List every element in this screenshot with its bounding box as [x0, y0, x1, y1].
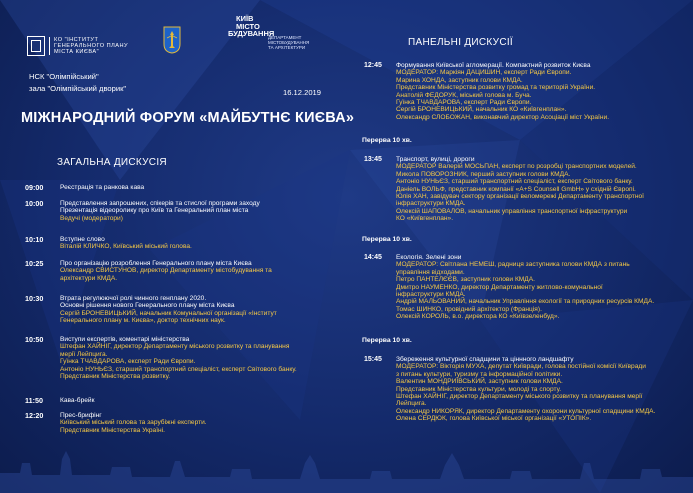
agenda-topic: Формування Київської агломерації. Компактний розвиток Києва	[396, 62, 591, 69]
agenda-speaker: Олександр СЛОБОЖАН, виконавчий директор Асоціації міст України.	[396, 113, 610, 121]
agenda-speaker: МОДЕРАТОР: Маркіян ДАЦИШИН, експерт Ради Європи.	[396, 69, 572, 77]
agenda-topic: Про організацію розроблення Генерального плану міста Києва	[60, 260, 252, 267]
agenda-speaker: Анатолій ФЕДОРУК, міський голова м. Буча.	[396, 91, 532, 99]
break-label: Перерва 10 хв.	[362, 137, 412, 144]
agenda-speaker: Представник Міністерства Україні.	[60, 426, 165, 434]
break-label: Перерва 10 хв.	[362, 236, 412, 243]
institute-line-1: КО "ІНСТИТУТ	[54, 37, 99, 43]
forum-title: МІЖНАРОДНИЙ ФОРУМ «МАЙБУТНЄ КИЄВА»	[21, 110, 355, 126]
agenda-speaker: Томас ШИНКО, провідний архітектор (Франція).	[396, 305, 542, 313]
agenda-speaker: Дмитро НАУМЕНКО, директор Департаменту житлово-комунальної	[396, 283, 603, 291]
general-item	[25, 336, 345, 380]
agenda-speaker: Юлія ХАН, завідувач сектору організації веломережі Департаменту транспортної	[396, 193, 644, 201]
agenda-time: 12:45	[364, 62, 382, 69]
agenda-time: 11:50	[25, 396, 43, 405]
break-label: Перерва 10 хв.	[362, 337, 412, 344]
agenda-time: 09:00	[25, 183, 44, 192]
agenda-speaker: МОДЕРАТОР: Вікторія МУХА, депутат Київради, голова постійної комісії Київради	[396, 363, 646, 371]
agenda-speaker: Штефан ХАЙНІГ, директор Департаменту міського розвитку та планування	[60, 343, 290, 351]
agenda-speaker: Андрій МАЛЬОВАНИЙ, начальник Управління екології та природних ресурсів КМДА.	[396, 298, 655, 306]
agenda-time: 12:20	[25, 411, 44, 420]
department-logo-text	[268, 35, 309, 50]
city-skyline-silhouette	[0, 433, 693, 493]
agenda-speaker: Олександр СВИСТУНОВ, директор Департаменту містобудування та	[60, 267, 272, 275]
department-line-1: ДЕПАРТАМЕНТ	[268, 34, 302, 40]
agenda-speaker: Віталій КЛИЧКО, Київський міський голова.	[60, 243, 192, 251]
agenda-topic: Виступи експертів, коментарі міністерства	[60, 336, 190, 343]
agenda-speaker: Марина ХОНДА, заступник голови КМДА.	[396, 76, 523, 84]
agenda-speaker: Микола ПОВОРОЗНИК, перший заступник голови КМДА.	[396, 170, 571, 178]
kyiv-coat-of-arms-icon	[163, 26, 181, 54]
agenda-topic: Транспорт, вулиці, дороги	[396, 156, 475, 163]
venue-line-1: НСК "Олімпійський"	[29, 72, 99, 81]
general-item	[25, 397, 345, 404]
panel-item	[364, 156, 684, 223]
agenda-topic: Реєстрація та ранкова кава	[60, 184, 145, 191]
agenda-time: 10:25	[25, 259, 44, 268]
logo-word-misto: МІСТО	[236, 21, 260, 31]
agenda-speaker: з питань культури, туризму та інформаційної політики.	[396, 370, 563, 378]
agenda-topic: Втрата регулюючої ролі чинного генплану 2020.	[60, 295, 207, 302]
agenda-topic: Основні рішення нового Генерального плану міста Києва	[60, 302, 235, 310]
agenda-speaker: Валентин МОНДРИЇВСЬКИЙ, заступник голови КМДА.	[396, 378, 563, 386]
agenda-speaker: Представник Міністерства розвитку громад та територій України.	[396, 84, 596, 92]
department-line-2: МІСТОБУДУВАННЯ	[268, 39, 310, 45]
agenda-speaker: Сергій БРОНЕВИЦЬКИЙ, начальник Комунальної організації «Інститут	[60, 309, 277, 317]
agenda-speaker: Олександр НИКОРЯК, директор Департаменту охорони культурної спадщини КМДА.	[396, 407, 656, 415]
agenda-speaker: МОДЕРАТОР: Світлана НЕМЕШ, радниця заступника голови КМДА з питань	[396, 261, 630, 269]
logo-word-kyiv: КИЇВ	[236, 14, 254, 23]
agenda-speaker: Сергій БРОНЕВИЦЬКИЙ, начальник КО «Київгенплан».	[396, 106, 567, 114]
agenda-speaker: мерії Лейпцига.	[60, 350, 108, 358]
agenda-time: 10:00	[25, 199, 44, 208]
agenda-speaker: Олексій КОРОЛЬ, в.о. директора КО «Київзеленбуд».	[396, 313, 560, 321]
panel-item	[364, 254, 684, 321]
general-item	[25, 184, 345, 191]
event-date: 16.12.2019	[283, 88, 322, 97]
agenda-topic: Представлення запрошених, спікерів та стислої програми заходу	[60, 200, 260, 207]
agenda-speaker: Антоніо НУНЬЄЗ, старший транспортний спеціаліст, експерт Світового банку.	[60, 365, 297, 373]
agenda-time: 10:50	[25, 335, 44, 344]
agenda-time: 10:10	[25, 235, 44, 244]
venue-info	[29, 71, 126, 95]
agenda-topic: Вступне слово	[60, 236, 105, 243]
department-line-3: ТА АРХІТЕКТУРИ	[268, 44, 306, 50]
general-item	[25, 236, 345, 251]
general-discussion-title: ЗАГАЛЬНА ДИСКУСІЯ	[57, 157, 167, 168]
institute-logo-text	[49, 37, 128, 55]
agenda-speaker: Київський міський голова та зарубіжні експерти.	[60, 419, 207, 427]
agenda-topic: Кава-брейк	[60, 397, 95, 404]
general-item	[25, 260, 345, 282]
institute-line-2: ГЕНЕРАЛЬНОГО ПЛАНУ	[54, 43, 129, 49]
agenda-topic: Прес-брифінг	[60, 412, 102, 419]
agenda-time: 10:30	[25, 294, 44, 303]
agenda-topic: Збереження культурної спадщини та ціннного ландшафту	[396, 356, 574, 363]
institute-logo	[27, 36, 128, 56]
agenda-speaker: Петро ПАНТЕЛЄЄВ, заступник голови КМДА.	[396, 276, 535, 284]
institute-line-3: МІСТА КИЄВА"	[54, 49, 100, 55]
agenda-speaker: Штефан ХАЙНІГ, директор Департаменту міського розвитку та планування мерії	[396, 393, 643, 401]
agenda-topic: Презентація відеоролику про Київ та Генеральний план міста	[60, 207, 249, 215]
agenda-speaker: Олексій ШАПОВАЛОВ, начальник управління транспортної інфраструктури	[396, 207, 628, 215]
agenda-speaker: інфраструктури КМДА.	[396, 200, 466, 208]
agenda-speaker: архітектури КМДА.	[60, 274, 118, 282]
agenda-speaker: Антоніо НУНЬЄЗ, старший транспортний спеціаліст, експерт Світового банку.	[396, 178, 633, 186]
agenda-speaker: КО «Київгенплан».	[396, 215, 454, 223]
agenda-speaker: Ведучі (модератори)	[60, 214, 123, 222]
venue-line-2: зала "Олімпійський дворик"	[29, 84, 127, 93]
general-item	[25, 412, 345, 434]
agenda-speaker: Гуїнка ТЧАВДАРОВА, експерт Ради Європи.	[396, 99, 532, 107]
agenda-time: 14:45	[364, 254, 382, 261]
agenda-time: 15:45	[364, 356, 382, 363]
agenda-speaker: Даніель ВОЛЬФ, представник компанії «A+S Counsell GmbH» у східній Європі.	[396, 185, 636, 193]
agenda-speaker: управління відходами.	[396, 268, 465, 276]
agenda-speaker: Представник Міністерства культури, молоді та спорту.	[396, 385, 562, 393]
general-item	[25, 200, 345, 222]
agenda-speaker: Генерального плану м. Києва», доктор технічних наук.	[60, 317, 226, 325]
agenda-speaker: Олена СЕРДЮК, голова Київської міської організації «УТОПІК».	[396, 415, 592, 423]
agenda-speaker: інфраструктури КМДА.	[396, 291, 466, 299]
kyiv-city-building-logo	[224, 15, 309, 50]
agenda-speaker: Гуїнка ТЧАВДАРОВА, експерт Ради Європи.	[60, 358, 196, 366]
agenda-speaker: Представник Міністерства розвитку.	[60, 373, 171, 381]
agenda-speaker: Лейпцига.	[396, 400, 427, 408]
logo-word-buduvannia: БУДУВАННЯ	[228, 29, 275, 38]
panel-item	[364, 356, 684, 423]
panel-item	[364, 62, 684, 121]
institute-emblem-icon	[27, 36, 45, 56]
agenda-speaker: МОДЕРАТОР Валерій МОСЬПАН, експерт по розробці транспортних моделей.	[396, 163, 637, 171]
agenda-topic: Екологія. Зелені зони	[396, 254, 462, 261]
panel-discussions-title: ПАНЕЛЬНІ ДИСКУСІЇ	[408, 37, 514, 48]
agenda-time: 13:45	[364, 156, 382, 163]
general-item	[25, 295, 345, 325]
